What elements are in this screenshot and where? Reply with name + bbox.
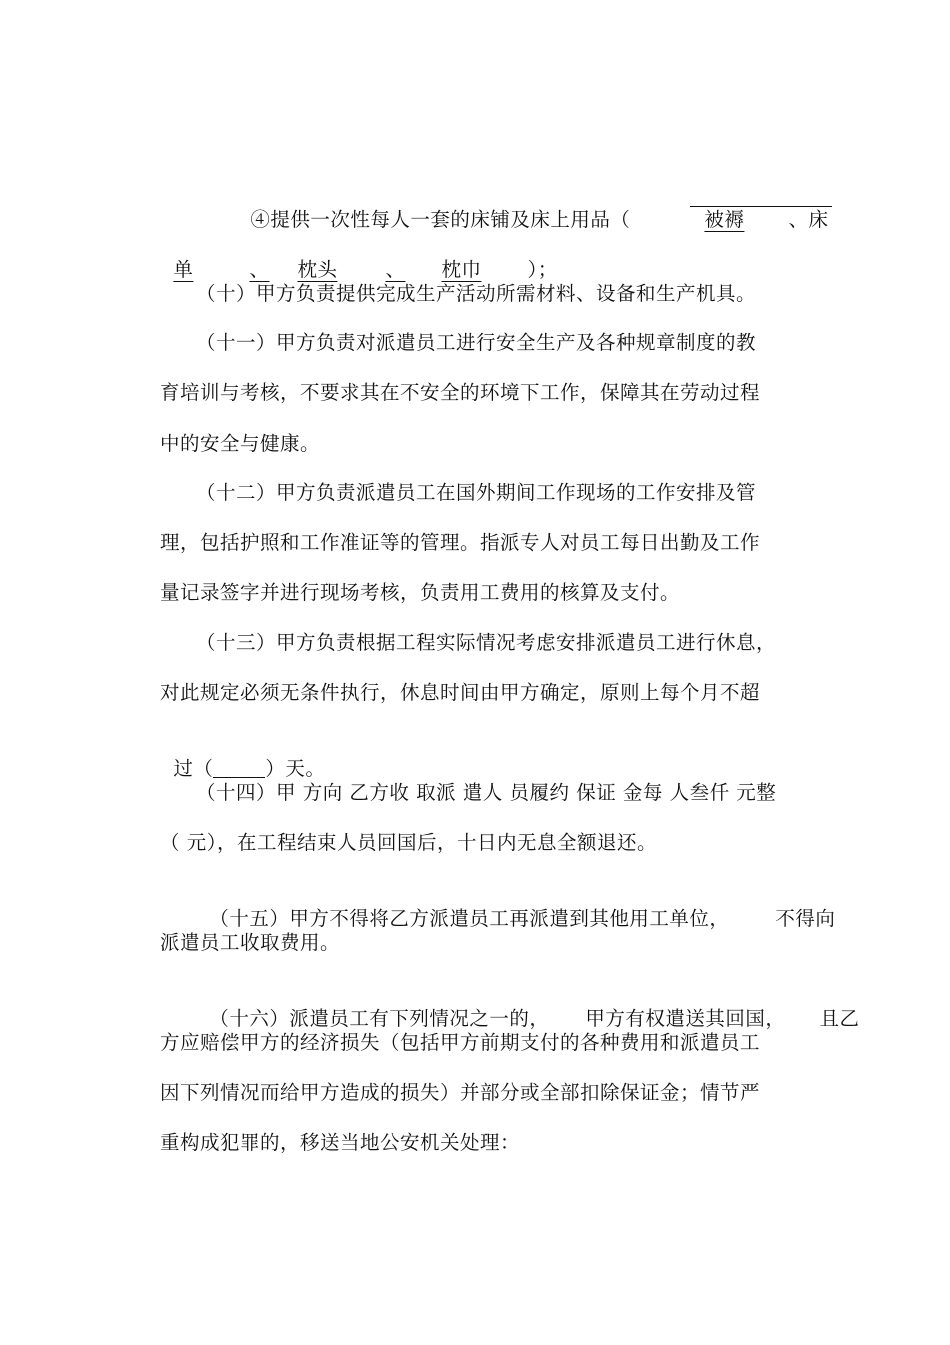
clause-16-part-a: （十六）派遣员工有下列情况之一的， [209, 1007, 550, 1030]
clause-16-line-4: 重构成犯罪的，移送当地公安机关处理： [160, 1131, 521, 1154]
item-4-end: ）； [527, 258, 558, 281]
item-4-text: ④提供一次性每人一套的床铺及床上用品（ [250, 208, 631, 231]
clause-11-line-3: 中的安全与健康。 [160, 432, 321, 455]
clause-16-line-1 [196, 980, 859, 1032]
clause-15-part-b: 不得向 [775, 907, 836, 930]
clause-13-head: 过（ [173, 757, 214, 780]
clause-14-line-1: （十四）甲 方向 乙方收 取派 遣人 员履约 保证 金每 人叁仟 元整 [196, 781, 777, 804]
clause-10: （十）甲方负责提供完成生产活动所需材料、设备和生产机具。 [196, 282, 757, 305]
item-4-line-2 [160, 231, 558, 283]
clause-16-line-3: 因下列情况而给甲方造成的损失）并部分或全部扣除保证金；情节严 [160, 1081, 761, 1104]
item-4-tail: 、床 [788, 208, 829, 231]
item-4-line-1 [237, 181, 828, 233]
clause-13-tail: ）天。 [265, 757, 326, 780]
clause-15-line-2: 派遣员工收取费用。 [160, 931, 341, 954]
blank-bedding-1: 被褥 [704, 208, 745, 231]
clause-15-part-a: （十五）甲方不得将乙方派遣员工再派遣到其他用工单位， [209, 907, 730, 930]
clause-16-part-b: 甲方有权遣送其回国， [585, 1007, 786, 1030]
clause-15-line-1 [196, 880, 835, 932]
blank-bedding-2: 单 、 枕头 、 枕巾 [173, 258, 482, 281]
clause-13-line-3 [160, 730, 325, 782]
clause-11-line-2: 育培训与考核，不要求其在不安全的环境下工作，保障其在劳动过程 [160, 381, 761, 404]
clause-12-line-2: 理，包括护照和工作准证等的管理。指派专人对员工每日出勤及工作 [160, 531, 761, 554]
clause-13-line-1: （十三）甲方负责根据工程实际情况考虑安排派遣员工进行休息， [196, 631, 777, 654]
clause-14-line-2: （ 元），在工程结束人员回国后，十日内无息全额退还。 [160, 831, 657, 854]
clause-12-line-3: 量记录签字并进行现场考核，负责用工费用的核算及支付。 [160, 581, 681, 604]
clause-12-line-1: （十二）甲方负责派遣员工在国外期间工作现场的工作安排及管 [196, 481, 757, 504]
clause-11-line-1: （十一）甲方负责对派遣员工进行安全生产及各种规章制度的教 [196, 331, 757, 354]
underline-rule [690, 206, 832, 207]
blank-days [213, 759, 265, 778]
clause-16-line-2: 方应赔偿甲方的经济损失（包括甲方前期支付的各种费用和派遣员工 [160, 1031, 761, 1054]
clause-13-line-2: 对此规定必须无条件执行，休息时间由甲方确定，原则上每个月不超 [160, 681, 761, 704]
clause-16-part-c: 且乙 [819, 1007, 860, 1030]
